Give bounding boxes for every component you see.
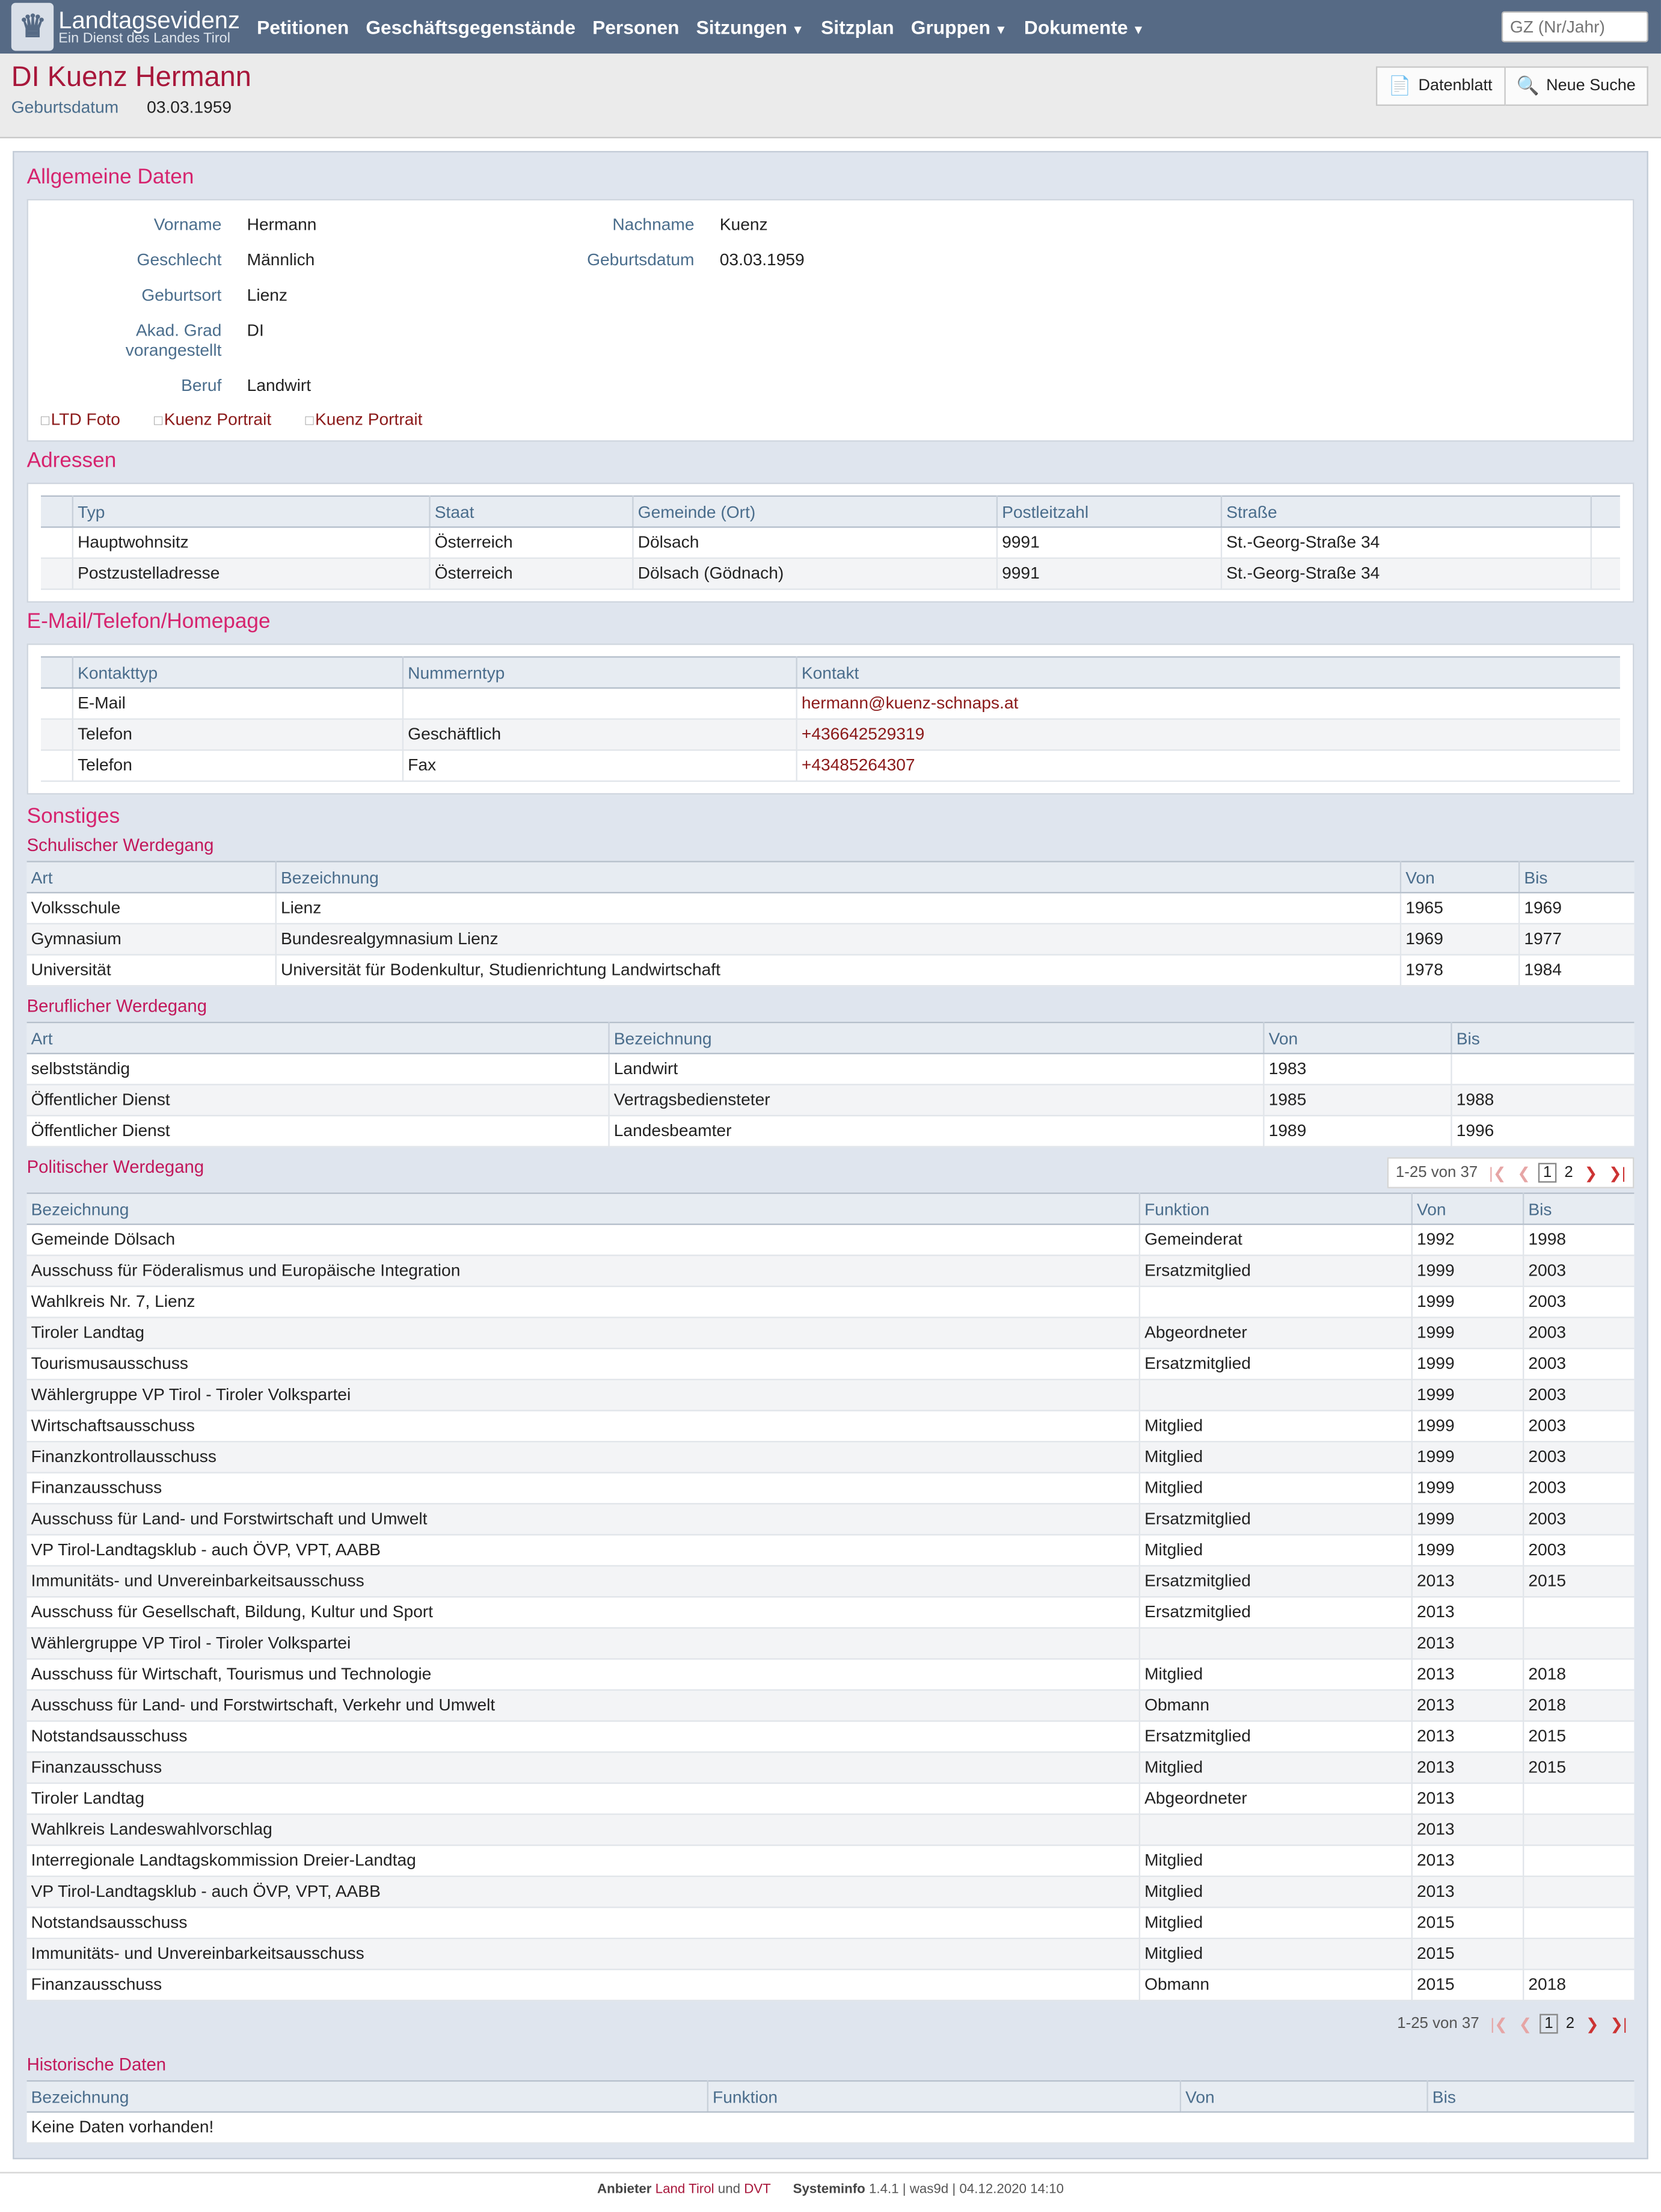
kuenz-portrait-image[interactable]: □ Kuenz Portrait [154, 410, 271, 429]
page-2-button[interactable]: 2 [1565, 2015, 1575, 2033]
akad-grad-value: DI [247, 320, 264, 340]
table-row[interactable] [27, 1628, 1635, 1659]
birthdate-label: Geburtsdatum [11, 97, 119, 117]
table-row[interactable] [27, 1286, 1635, 1318]
last-page-icon[interactable]: ❯| [1610, 2016, 1627, 2033]
table-cell: 1999 [1412, 1535, 1523, 1566]
table-cell: Lienz [276, 892, 1401, 924]
table-cell [1523, 1907, 1634, 1938]
table-row[interactable] [41, 527, 1620, 558]
table-row[interactable] [27, 1348, 1635, 1380]
pagination-top [1387, 1157, 1635, 1188]
table-cell: Telefon [73, 750, 403, 781]
table-cell: Tourismusausschuss [27, 1348, 1140, 1380]
table-cell: Volksschule [27, 892, 276, 924]
section-title-kontakt: E-Mail/Telefon/Homepage [26, 609, 271, 634]
table-cell: Dölsach [633, 527, 996, 558]
table-cell: 2013 [1412, 1566, 1523, 1597]
table-cell: Finanzkontrollausschuss [27, 1442, 1140, 1473]
table-row[interactable] [27, 1224, 1635, 1256]
table-cell: Bundesrealgymnasium Lienz [276, 924, 1401, 955]
table-cell: Wählergruppe VP Tirol - Tiroler Volkspartei [27, 1380, 1140, 1411]
pagination-bottom [27, 2010, 1635, 2038]
table-cell: Telefon [73, 719, 403, 751]
prev-page-icon[interactable]: ❮ [1517, 1165, 1531, 1182]
datenblatt-label: Datenblatt [1418, 78, 1493, 95]
table-row[interactable] [27, 1504, 1635, 1535]
systeminfo-label: Systeminfo [793, 2181, 865, 2198]
table-row[interactable] [27, 1938, 1635, 1970]
table-cell: Abgeordneter [1140, 1783, 1412, 1814]
table-row [27, 2112, 1635, 2143]
column-header[interactable]: Bezeichnung [27, 2081, 708, 2112]
column-header[interactable]: Von [1412, 1193, 1523, 1224]
first-page-icon[interactable]: |❮ [1490, 2016, 1508, 2033]
table-cell: Mitglied [1140, 1907, 1412, 1938]
table-cell: 1985 [1263, 1084, 1451, 1116]
table-cell: 2018 [1523, 1659, 1634, 1690]
table-row[interactable] [27, 892, 1635, 924]
table-row[interactable] [27, 1970, 1635, 2001]
nav-dokumente-label: Dokumente [1024, 16, 1128, 38]
adressen-card [27, 483, 1635, 603]
header-birthdate [11, 97, 232, 117]
datenblatt-button[interactable] [1376, 66, 1505, 106]
table-cell [1523, 1628, 1634, 1659]
column-header[interactable]: Bezeichnung [27, 1193, 1140, 1224]
subsection-title-historisch: Historische Daten [26, 2054, 167, 2075]
select-column-header [41, 496, 73, 527]
subsection-title-politisch: Politischer Werdegang [26, 1157, 204, 1178]
table-cell: 9991 [997, 527, 1221, 558]
page-1-button[interactable]: 1 [1539, 1163, 1556, 1183]
und-text: und [717, 2181, 741, 2198]
table-cell: 2013 [1412, 1783, 1523, 1814]
column-header[interactable]: Art [27, 1022, 609, 1054]
phone-link[interactable]: +436642529319 [797, 719, 1620, 751]
caret-down-icon: ▼ [791, 22, 805, 36]
table-cell: 2003 [1523, 1380, 1634, 1411]
table-cell: Österreich [430, 558, 633, 589]
logo-subtitle: Ein Dienst des Landes Tirol [58, 30, 230, 46]
table-cell: 1965 [1401, 892, 1519, 924]
first-page-icon[interactable]: |❮ [1489, 1165, 1506, 1182]
table-cell: 2013 [1412, 1597, 1523, 1628]
table-row[interactable] [27, 1535, 1635, 1566]
table-cell [1140, 1628, 1412, 1659]
table-row[interactable] [27, 1845, 1635, 1876]
table-cell: 1999 [1412, 1504, 1523, 1535]
table-cell: Mitglied [1140, 1535, 1412, 1566]
table-cell: 2013 [1412, 1876, 1523, 1908]
table-row[interactable] [27, 1597, 1635, 1628]
table-cell: 1999 [1412, 1473, 1523, 1504]
main-content [13, 151, 1648, 2159]
table-row[interactable] [41, 688, 1620, 719]
table-row[interactable] [27, 1566, 1635, 1597]
table-row[interactable] [27, 1690, 1635, 1721]
table-cell: Ersatzmitglied [1140, 1566, 1412, 1597]
column-header[interactable]: Von [1181, 2081, 1428, 2112]
table-cell: St.-Georg-Straße 34 [1221, 527, 1591, 558]
top-navbar [0, 0, 1661, 54]
page-title: DI Kuenz Hermann [11, 62, 251, 93]
table-cell: Notstandsausschuss [27, 1721, 1140, 1753]
column-header[interactable]: Von [1401, 862, 1519, 893]
table-cell: Finanzausschuss [27, 1752, 1140, 1783]
table-cell: Mitglied [1140, 1659, 1412, 1690]
table-cell: 1977 [1519, 924, 1634, 955]
table-row[interactable] [27, 1659, 1635, 1690]
table-cell [1140, 1380, 1412, 1411]
nav-sitzungen-dropdown[interactable] [696, 16, 804, 37]
caret-down-icon: ▼ [1132, 22, 1145, 36]
historisch-table [27, 2080, 1635, 2144]
table-cell: Ausschuss für Wirtschaft, Tourismus und Technologie [27, 1659, 1140, 1690]
table-row[interactable] [27, 1116, 1635, 1147]
table-cell: Ausschuss für Gesellschaft, Bildung, Kultur und Sport [27, 1597, 1140, 1628]
column-header[interactable]: Bezeichnung [276, 862, 1401, 893]
nav-gruppen-dropdown[interactable] [911, 16, 1007, 37]
geburtsort-label: Geburtsort [141, 285, 222, 305]
table-cell: 2003 [1523, 1535, 1634, 1566]
logo-title: Landtagsevidenz [58, 6, 240, 34]
tirol-eagle-icon: ♛ [11, 3, 54, 51]
gz-search-input[interactable] [1502, 11, 1648, 43]
table-cell [403, 688, 797, 719]
table-cell: 2015 [1523, 1752, 1634, 1783]
table-row[interactable] [27, 1380, 1635, 1411]
table-cell: Tiroler Landtag [27, 1318, 1140, 1349]
table-row[interactable] [41, 558, 1620, 589]
section-title-adressen: Adressen [26, 449, 117, 473]
table-cell: 2003 [1523, 1504, 1634, 1535]
table-cell: 2013 [1412, 1814, 1523, 1846]
nav-sitzungen-label: Sitzungen [696, 16, 788, 38]
table-cell: Ersatzmitglied [1140, 1721, 1412, 1753]
nav-geschaeftsgegenstaende[interactable]: Geschäftsgegenstände [366, 16, 576, 38]
table-cell: 1999 [1412, 1380, 1523, 1411]
table-cell: Wählergruppe VP Tirol - Tiroler Volkspartei [27, 1628, 1140, 1659]
table-cell: Fax [403, 750, 797, 781]
table-cell: Universität [27, 954, 276, 986]
pagination-range: 1-25 von 37 [1397, 2015, 1479, 2033]
table-cell: 2015 [1412, 1970, 1523, 2001]
table-cell: 1996 [1451, 1116, 1634, 1147]
table-cell: 1999 [1412, 1255, 1523, 1286]
table-row[interactable] [41, 750, 1620, 781]
search-icon: 🔍 [1516, 75, 1540, 96]
table-cell: Finanzausschuss [27, 1970, 1140, 2001]
column-header[interactable]: Nummerntyp [403, 657, 797, 688]
table-row[interactable] [27, 954, 1635, 986]
table-cell: Mitglied [1140, 1938, 1412, 1970]
table-cell: Obmann [1140, 1970, 1412, 2001]
table-cell: Finanzausschuss [27, 1473, 1140, 1504]
pagination-range: 1-25 von 37 [1395, 1164, 1478, 1182]
table-cell: 2018 [1523, 1970, 1634, 2001]
table-cell: Tiroler Landtag [27, 1783, 1140, 1814]
table-cell: Ersatzmitglied [1140, 1348, 1412, 1380]
email-link[interactable]: hermann@kuenz-schnaps.at [797, 688, 1620, 719]
prev-page-icon[interactable]: ❮ [1518, 2016, 1532, 2033]
table-cell: 1978 [1401, 954, 1519, 986]
beruf-label: Beruf [181, 375, 222, 396]
table-cell: Ersatzmitglied [1140, 1255, 1412, 1286]
document-icon: 📄 [1388, 75, 1411, 96]
table-cell: Interregionale Landtagskommission Dreier-Landtag [27, 1845, 1140, 1876]
page-header [0, 54, 1661, 138]
table-cell: 1998 [1523, 1224, 1634, 1256]
logo[interactable] [0, 3, 240, 51]
empty-message: Keine Daten vorhanden! [27, 2112, 1635, 2143]
table-cell: Mitglied [1140, 1876, 1412, 1908]
table-cell: 2003 [1523, 1473, 1634, 1504]
table-cell: 2003 [1523, 1286, 1634, 1318]
systeminfo-value: 1.4.1 | was9d | 04.12.2020 14:10 [868, 2181, 1064, 2198]
beruf-value: Landwirt [247, 375, 312, 396]
table-cell: 2015 [1523, 1566, 1634, 1597]
ltd-foto-image[interactable]: □ LTD Foto [41, 410, 120, 429]
table-cell: Landesbeamter [609, 1116, 1264, 1147]
geburtsdatum-value: 03.03.1959 [719, 250, 805, 270]
column-header[interactable]: Bezeichnung [609, 1022, 1264, 1054]
select-column-header [41, 657, 73, 688]
table-cell: VP Tirol-Landtagsklub - auch ÖVP, VPT, AABB [27, 1535, 1140, 1566]
last-page-icon[interactable]: ❯| [1608, 1165, 1626, 1182]
table-cell: 2015 [1412, 1907, 1523, 1938]
schulisch-table [27, 861, 1635, 986]
table-cell [1523, 1783, 1634, 1814]
table-cell: 1999 [1412, 1348, 1523, 1380]
fax-link[interactable]: +43485264307 [797, 750, 1620, 781]
table-cell: Ausschuss für Land- und Forstwirtschaft und Umwelt [27, 1504, 1140, 1535]
akad-grad-label: Akad. Grad vorangestellt [125, 320, 222, 360]
geschlecht-value: Männlich [247, 250, 315, 270]
table-cell: selbstständig [27, 1054, 609, 1085]
nachname-value: Kuenz [719, 214, 768, 235]
table-cell: Vertragsbediensteter [609, 1084, 1264, 1116]
column-header[interactable]: Bis [1451, 1022, 1634, 1054]
table-cell: Mitglied [1140, 1473, 1412, 1504]
table-cell [1451, 1054, 1634, 1085]
table-row[interactable] [27, 1084, 1635, 1116]
vorname-label: Vorname [153, 214, 222, 235]
table-row[interactable] [27, 924, 1635, 955]
column-header[interactable]: Typ [73, 496, 430, 527]
table-row[interactable] [27, 1255, 1635, 1286]
nav-sitzplan[interactable]: Sitzplan [821, 16, 894, 38]
table-cell: Mitglied [1140, 1845, 1412, 1876]
page-2-button[interactable]: 2 [1564, 1164, 1573, 1182]
table-cell: Abgeordneter [1140, 1318, 1412, 1349]
table-row[interactable] [27, 1473, 1635, 1504]
vorname-value: Hermann [247, 214, 317, 235]
table-cell: 1999 [1412, 1318, 1523, 1349]
nav-petitionen[interactable]: Petitionen [257, 16, 349, 38]
kuenz-portrait-image[interactable]: □ Kuenz Portrait [305, 410, 422, 429]
table-cell: Mitglied [1140, 1752, 1412, 1783]
nav-personen[interactable]: Personen [592, 16, 680, 38]
table-cell: Obmann [1140, 1690, 1412, 1721]
kontakt-card [27, 644, 1635, 794]
table-cell: Postzustelladresse [73, 558, 430, 589]
section-title-allgemein: Allgemeine Daten [26, 165, 194, 189]
table-cell: Gymnasium [27, 924, 276, 955]
table-cell [1523, 1876, 1634, 1908]
column-header[interactable]: Straße [1221, 496, 1591, 527]
table-row[interactable] [27, 1876, 1635, 1908]
table-cell: 2003 [1523, 1255, 1634, 1286]
table-cell: 2013 [1412, 1721, 1523, 1753]
table-row[interactable] [27, 1814, 1635, 1846]
table-cell [1523, 1845, 1634, 1876]
column-header[interactable]: Kontakt [797, 657, 1620, 688]
table-cell: 2013 [1412, 1659, 1523, 1690]
table-cell: Gemeinde Dölsach [27, 1224, 1140, 1256]
table-cell: Dölsach (Gödnach) [633, 558, 996, 589]
geburtsort-value: Lienz [247, 285, 287, 305]
table-cell: 1969 [1401, 924, 1519, 955]
birthdate-value: 03.03.1959 [147, 97, 232, 117]
geschlecht-label: Geschlecht [137, 250, 222, 270]
table-cell: 2003 [1523, 1348, 1634, 1380]
nav-gruppen-label: Gruppen [910, 16, 990, 38]
page-1-button[interactable]: 1 [1540, 2014, 1557, 2034]
table-row[interactable] [27, 1054, 1635, 1085]
table-cell: 1989 [1263, 1116, 1451, 1147]
kontakt-table [41, 656, 1620, 782]
next-page-icon[interactable]: ❯ [1585, 2016, 1599, 2033]
table-cell: Notstandsausschuss [27, 1907, 1140, 1938]
land-tirol-link[interactable]: Land Tirol [655, 2181, 714, 2198]
allgemeine-daten-card [27, 199, 1635, 442]
table-cell: 2013 [1412, 1845, 1523, 1876]
table-cell [1140, 1286, 1412, 1318]
adressen-table [41, 496, 1620, 590]
table-cell: St.-Georg-Straße 34 [1221, 558, 1591, 589]
nachname-label: Nachname [612, 214, 695, 235]
table-cell: 1988 [1451, 1084, 1634, 1116]
table-cell: Immunitäts- und Unvereinbarkeitsausschuss [27, 1566, 1140, 1597]
table-cell: 2018 [1523, 1690, 1634, 1721]
table-cell: Ausschuss für Föderalismus und Europäische Integration [27, 1255, 1140, 1286]
table-cell: 2013 [1412, 1752, 1523, 1783]
table-row[interactable] [27, 1721, 1635, 1753]
table-cell: 2015 [1523, 1721, 1634, 1753]
column-header[interactable]: Kontakttyp [73, 657, 403, 688]
table-cell: 1984 [1519, 954, 1634, 986]
table-cell: 1969 [1519, 892, 1634, 924]
column-header[interactable]: Von [1263, 1022, 1451, 1054]
next-page-icon[interactable]: ❯ [1584, 1165, 1598, 1182]
table-cell: Geschäftlich [403, 719, 797, 751]
table-row[interactable] [27, 1907, 1635, 1938]
table-row[interactable] [27, 1410, 1635, 1442]
footer [0, 2172, 1661, 2197]
section-title-sonstiges: Sonstiges [26, 804, 120, 829]
table-cell: 2003 [1523, 1410, 1634, 1442]
table-cell: Wahlkreis Nr. 7, Lienz [27, 1286, 1140, 1318]
table-cell: 1999 [1412, 1442, 1523, 1473]
politisch-table [27, 1193, 1635, 2002]
table-cell: 2013 [1412, 1690, 1523, 1721]
table-cell: 2003 [1523, 1318, 1634, 1349]
table-cell: 2015 [1412, 1938, 1523, 1970]
table-cell: Öffentlicher Dienst [27, 1116, 609, 1147]
table-cell: 9991 [997, 558, 1221, 589]
beruflich-table [27, 1022, 1635, 1147]
column-header[interactable]: Bis [1523, 1193, 1634, 1224]
table-row[interactable] [27, 1783, 1635, 1814]
table-cell: 1983 [1263, 1054, 1451, 1085]
column-header[interactable]: Gemeinde (Ort) [633, 496, 996, 527]
table-cell: Hauptwohnsitz [73, 527, 430, 558]
table-cell: Ersatzmitglied [1140, 1597, 1412, 1628]
table-cell: Landwirt [609, 1054, 1264, 1085]
column-header[interactable]: Funktion [1140, 1193, 1412, 1224]
table-cell: E-Mail [73, 688, 403, 719]
table-row[interactable] [27, 1442, 1635, 1473]
neue-suche-button[interactable] [1505, 66, 1648, 106]
table-cell: 1992 [1412, 1224, 1523, 1256]
table-cell [1523, 1597, 1634, 1628]
neue-suche-label: Neue Suche [1546, 78, 1636, 95]
caret-down-icon: ▼ [994, 22, 1007, 36]
table-row[interactable] [27, 1318, 1635, 1349]
table-cell: Mitglied [1140, 1410, 1412, 1442]
nav-dokumente-dropdown[interactable] [1024, 16, 1144, 37]
column-header[interactable]: Bis [1519, 862, 1634, 893]
subsection-title-beruflich: Beruflicher Werdegang [26, 996, 207, 1016]
table-cell [1523, 1938, 1634, 1970]
table-cell: Österreich [430, 527, 633, 558]
table-cell: VP Tirol-Landtagsklub - auch ÖVP, VPT, AABB [27, 1876, 1140, 1908]
dvt-link[interactable]: DVT [744, 2181, 771, 2198]
table-cell: Wahlkreis Landeswahlvorschlag [27, 1814, 1140, 1846]
table-cell: Mitglied [1140, 1442, 1412, 1473]
table-row[interactable] [41, 719, 1620, 751]
table-cell: Universität für Bodenkultur, Studienrichtung Landwirtschaft [276, 954, 1401, 986]
table-cell: Ausschuss für Land- und Forstwirtschaft, Verkehr und Umwelt [27, 1690, 1140, 1721]
table-cell: 2013 [1412, 1628, 1523, 1659]
geburtsdatum-label: Geburtsdatum [587, 250, 695, 270]
table-cell: 1999 [1412, 1410, 1523, 1442]
column-header[interactable]: Art [27, 862, 276, 893]
table-row[interactable] [27, 1752, 1635, 1783]
column-header[interactable]: Postleitzahl [997, 496, 1221, 527]
table-cell: Immunitäts- und Unvereinbarkeitsausschuss [27, 1938, 1140, 1970]
table-cell: Wirtschaftsausschuss [27, 1410, 1140, 1442]
table-cell: Ersatzmitglied [1140, 1504, 1412, 1535]
table-cell: Gemeinderat [1140, 1224, 1412, 1256]
column-header[interactable]: Staat [430, 496, 633, 527]
table-cell: Öffentlicher Dienst [27, 1084, 609, 1116]
extra-column-header [1591, 496, 1620, 527]
table-cell: 2003 [1523, 1442, 1634, 1473]
column-header[interactable]: Bis [1428, 2081, 1635, 2112]
table-cell: 1999 [1412, 1286, 1523, 1318]
table-cell [1523, 1814, 1634, 1846]
table-cell [1140, 1814, 1412, 1846]
anbieter-label: Anbieter [597, 2181, 652, 2198]
column-header[interactable]: Funktion [708, 2081, 1181, 2112]
subsection-title-schulisch: Schulischer Werdegang [26, 835, 214, 856]
